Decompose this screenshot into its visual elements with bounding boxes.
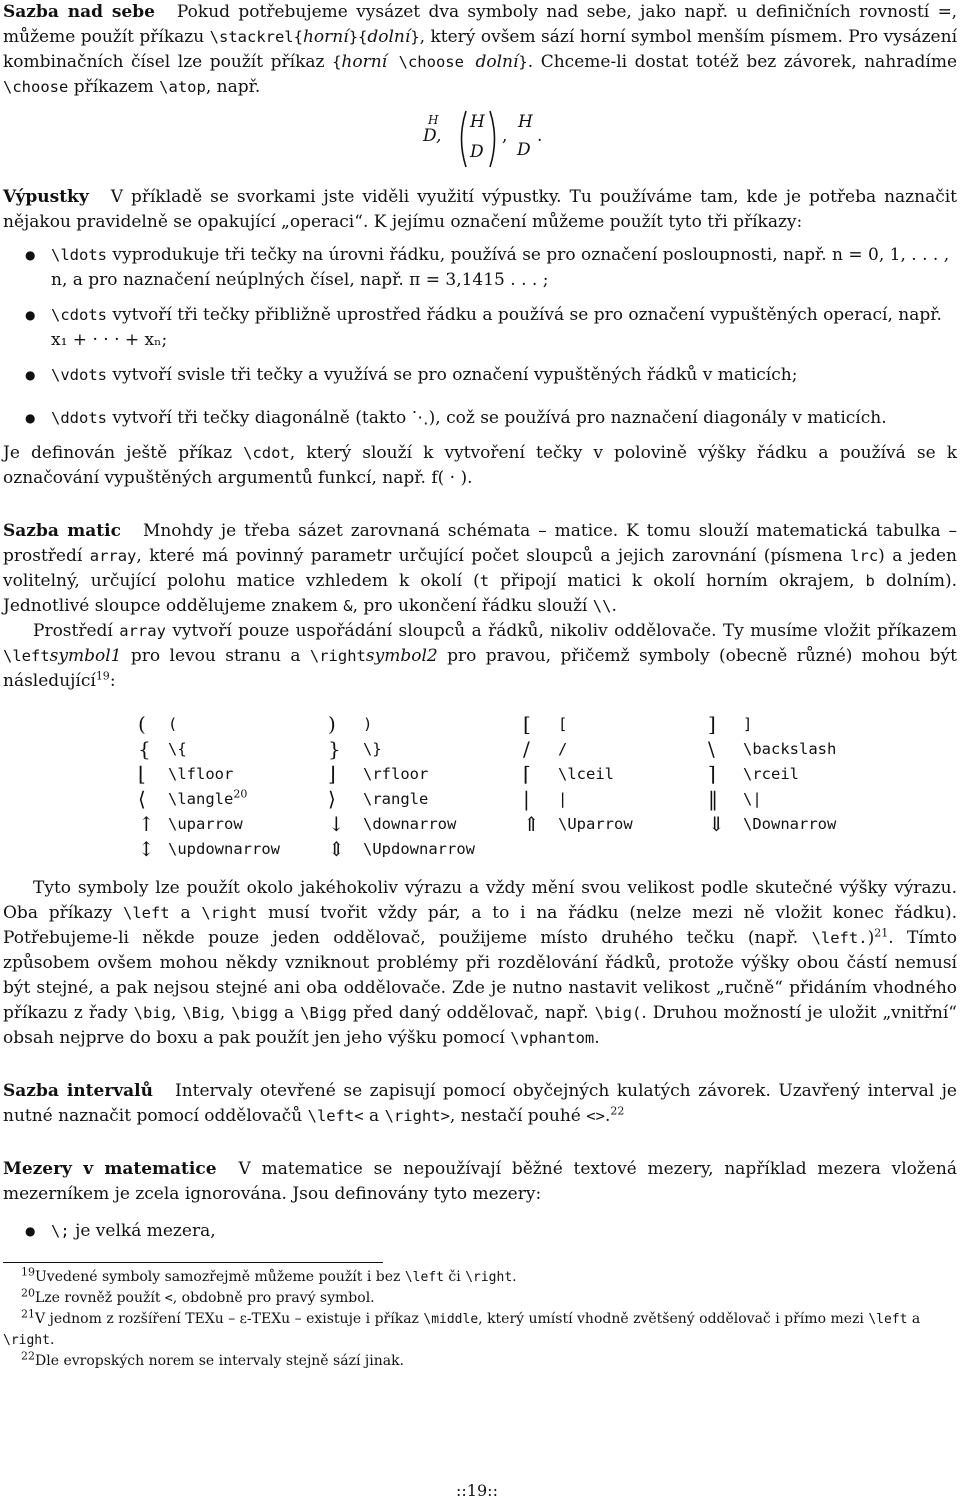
footnotes [3, 1267, 957, 1371]
section-title: Výpustky [3, 187, 89, 207]
list-spaces [3, 1219, 957, 1244]
delimiter-symbol: ‖ [708, 787, 718, 811]
list-item: ● \; je velká mezera, [3, 1219, 957, 1244]
delimiter-symbol: ⌊ [138, 762, 146, 786]
delimiter-symbol: ⌋ [328, 762, 336, 786]
paragraph-left-right: Tyto symboly lze použít okolo jakéhokoliv výrazu a vždy mění svou velikost podle skutečné výšky výrazu. Oba příkazy \left a \right musí tvořit vždy pár, a to i na řádku (nelze mezi ně vložit konec řádku). Potřebujeme-li někde pouze jeden oddělovač, použijeme místo druhého tečku (např. \left.)$^{21}$. Tímto způsobem ovšem mohou někdy vzniknout problémy při rozdělování řádků, protože výšky obou částí nemusí být stejné, a pak nejsou stejné ani oba oddělovače. Zde je nutno nastavit velikost „ručně“ přidáním vhodného příkazu z řady \big, \Big, \bigg a \Bigg před daný oddělovač, např. \big(. Druhou možností je uložit „vnitřní“ obsah nejprve do boxu a pak použít jen jeho výšku pomocí \vphantom. [3, 878, 958, 1048]
delimiter-symbol: ] [708, 712, 716, 736]
delimiter-symbol: / [523, 737, 530, 761]
delimiter-symbol: \ [708, 737, 715, 761]
delimiter-symbol: [ [523, 712, 531, 736]
delimiter-symbol: { [138, 737, 151, 761]
delimiter-symbol: ) [328, 712, 336, 736]
footnote-rule [3, 1262, 383, 1263]
paragraph-array: Prostředí array vytvoří pouze uspořádání sloupců a řádků, nikoliv oddělovače. Ty musíme vložit příkazem \leftsymbol1 pro levou stranu a \rightsymbol2 pro pravou, přičemž symboly (obecně různé) mohou být následující$^{19}$: [3, 621, 958, 691]
delimiter-symbol: ⇕ [328, 837, 345, 861]
list-item: ● \vdots vytvoří svisle tři tečky a využívá se pro označení vypuštěných řádků v maticích; [3, 363, 957, 388]
delimiter-symbol: ⌈ [523, 762, 531, 786]
delimiter-symbol: ↕ [138, 837, 155, 861]
delimiter-symbol: ⟩ [328, 787, 336, 811]
delimiter-symbol: ⇓ [708, 812, 725, 836]
footnote: $^{20}$Lze rovněž použít <, obdobně pro pravý symbol. [21, 1286, 375, 1306]
page-number: ::19:: [456, 1481, 498, 1500]
delimiter-symbol: ↑ [138, 812, 155, 836]
list-item: ● \cdots vytvoří tři tečky přibližně uprostřed řádku a používá se pro označení vypuštěných operací, např. x₁ + · · · + xₙ; [3, 303, 957, 353]
delimiter-symbol: ⟨ [138, 787, 146, 811]
section-title: Mezery v matematice [3, 1159, 217, 1179]
section-title: Sazba nad sebe [3, 2, 155, 22]
footnote: $^{21}$V jednom z rozšíření TEXu – ε-TEXu – existuje i příkaz \middle, který umístí vhodně zvětšený oddělovač i přímo mezi \left a \right. [3, 1307, 921, 1348]
document-page [3, 0, 957, 1371]
delimiter-symbol: ( [138, 712, 146, 736]
footnote: $^{22}$Dle evropských norem se intervaly stejně sází jinak. [21, 1349, 404, 1369]
paragraph-cdot: Je definován ještě příkaz \cdot, který slouží k vytvoření tečky v polovině výšky řádku a používá se k označování vypuštěných argumentů funkcí, např. f( · ). [3, 443, 958, 488]
delimiter-table: ( ( ) ) [ [ ] ] { \{ } \} / / \ \backslash ⌊ \lfloor ⌋ \rfloor ⌈ \lceil ⌉ \rceil ⟨ \langle$^{20}$ ⟩ \rangle | | ‖ \| ↑ \uparrow ↓ \downarrow ⇑ \Uparrow ⇓ \Downarrow ↕ \updownarrow ⇕ \Updownarrow [138, 712, 837, 861]
footnote: $^{19}$Uvedené symboly samozřejmě můžeme použít i bez \left či \right. [21, 1265, 517, 1285]
delimiter-symbol: } [328, 737, 341, 761]
paragraph-vypustky: Výpustky V příkladě se svorkami jste viděli využití výpustky. Tu používáme tam, kde je potřeba naznačit nějakou pravidelně se opakující „operaci“. K jejímu označení můžeme použít tyto tři příkazy: [3, 187, 957, 232]
def-equal-symbol: = [937, 2, 952, 22]
paragraph-sazba-nad-sebe: Sazba nad sebe Pokud potřebujeme vysázet dva symboly nad sebe, jako např. u definičních rovností =, můžeme použít příkazu \stackrel{horní}{dolní}, který ovšem sází horní symbol menším písmem. Pro vysázení kombinačních čísel lze použít příkaz {horní \choose dolní}. Chceme-li dostat totéž bez závorek, nahradíme \choose příkazem \atop, např. [3, 2, 958, 97]
delimiter-symbol: | [523, 787, 530, 811]
delimiter-symbol: ⌉ [708, 762, 716, 786]
paragraph-mezery: Mezery v matematice V matematice se nepoužívají běžné textové mezery, například mezera vložená mezerníkem je zcela ignorována. Jsou definovány tyto mezery: [3, 1159, 957, 1204]
math-example-stackrel: H D, H D , H D . [3, 104, 957, 179]
section-title: Sazba intervalů [3, 1081, 153, 1101]
list-item: ● \ddots vytvoří tři tečky diagonálně (takto ⋱), což se používá pro naznačení diagonály v maticích. [3, 406, 957, 431]
left-paren-icon [456, 110, 468, 168]
right-paren-icon [488, 110, 500, 168]
delimiter-symbol: ⇑ [523, 812, 540, 836]
section-title: Sazba matic [3, 521, 121, 541]
ddots-icon: ⋱ [411, 408, 429, 428]
delimiter-symbol: ↓ [328, 812, 345, 836]
list-ellipsis-commands [3, 243, 957, 431]
paragraph-sazba-matic: Sazba matic Mnohdy je třeba sázet zarovnaná schémata – matice. K tomu slouží matematická tabulka – prostředí array, které má povinný parametr určující počet sloupců a jejich zarovnání (písmena lrc) a jeden volitelný, určující polohu matice vzhledem k okolí (t připojí matici k okolí horním okrajem, b dolním). Jednotlivé sloupce oddělujeme znakem &, pro ukončení řádku slouží \\. [3, 521, 958, 616]
list-item: ● \ldots vyprodukuje tři tečky na úrovni řádku, používá se pro označení posloupnosti, např. n = 0, 1, . . . , n, a pro naznačení neúplných čísel, např. π = 3,1415 . . . ; [3, 243, 957, 293]
paragraph-sazba-intervalu: Sazba intervalů Intervaly otevřené se zapisují pomocí obyčejných kulatých závorek. Uzavřený interval je nutné naznačit pomocí oddělovačů \left< a \right>, nestačí pouhé <>.$^{22}$ [3, 1081, 957, 1126]
